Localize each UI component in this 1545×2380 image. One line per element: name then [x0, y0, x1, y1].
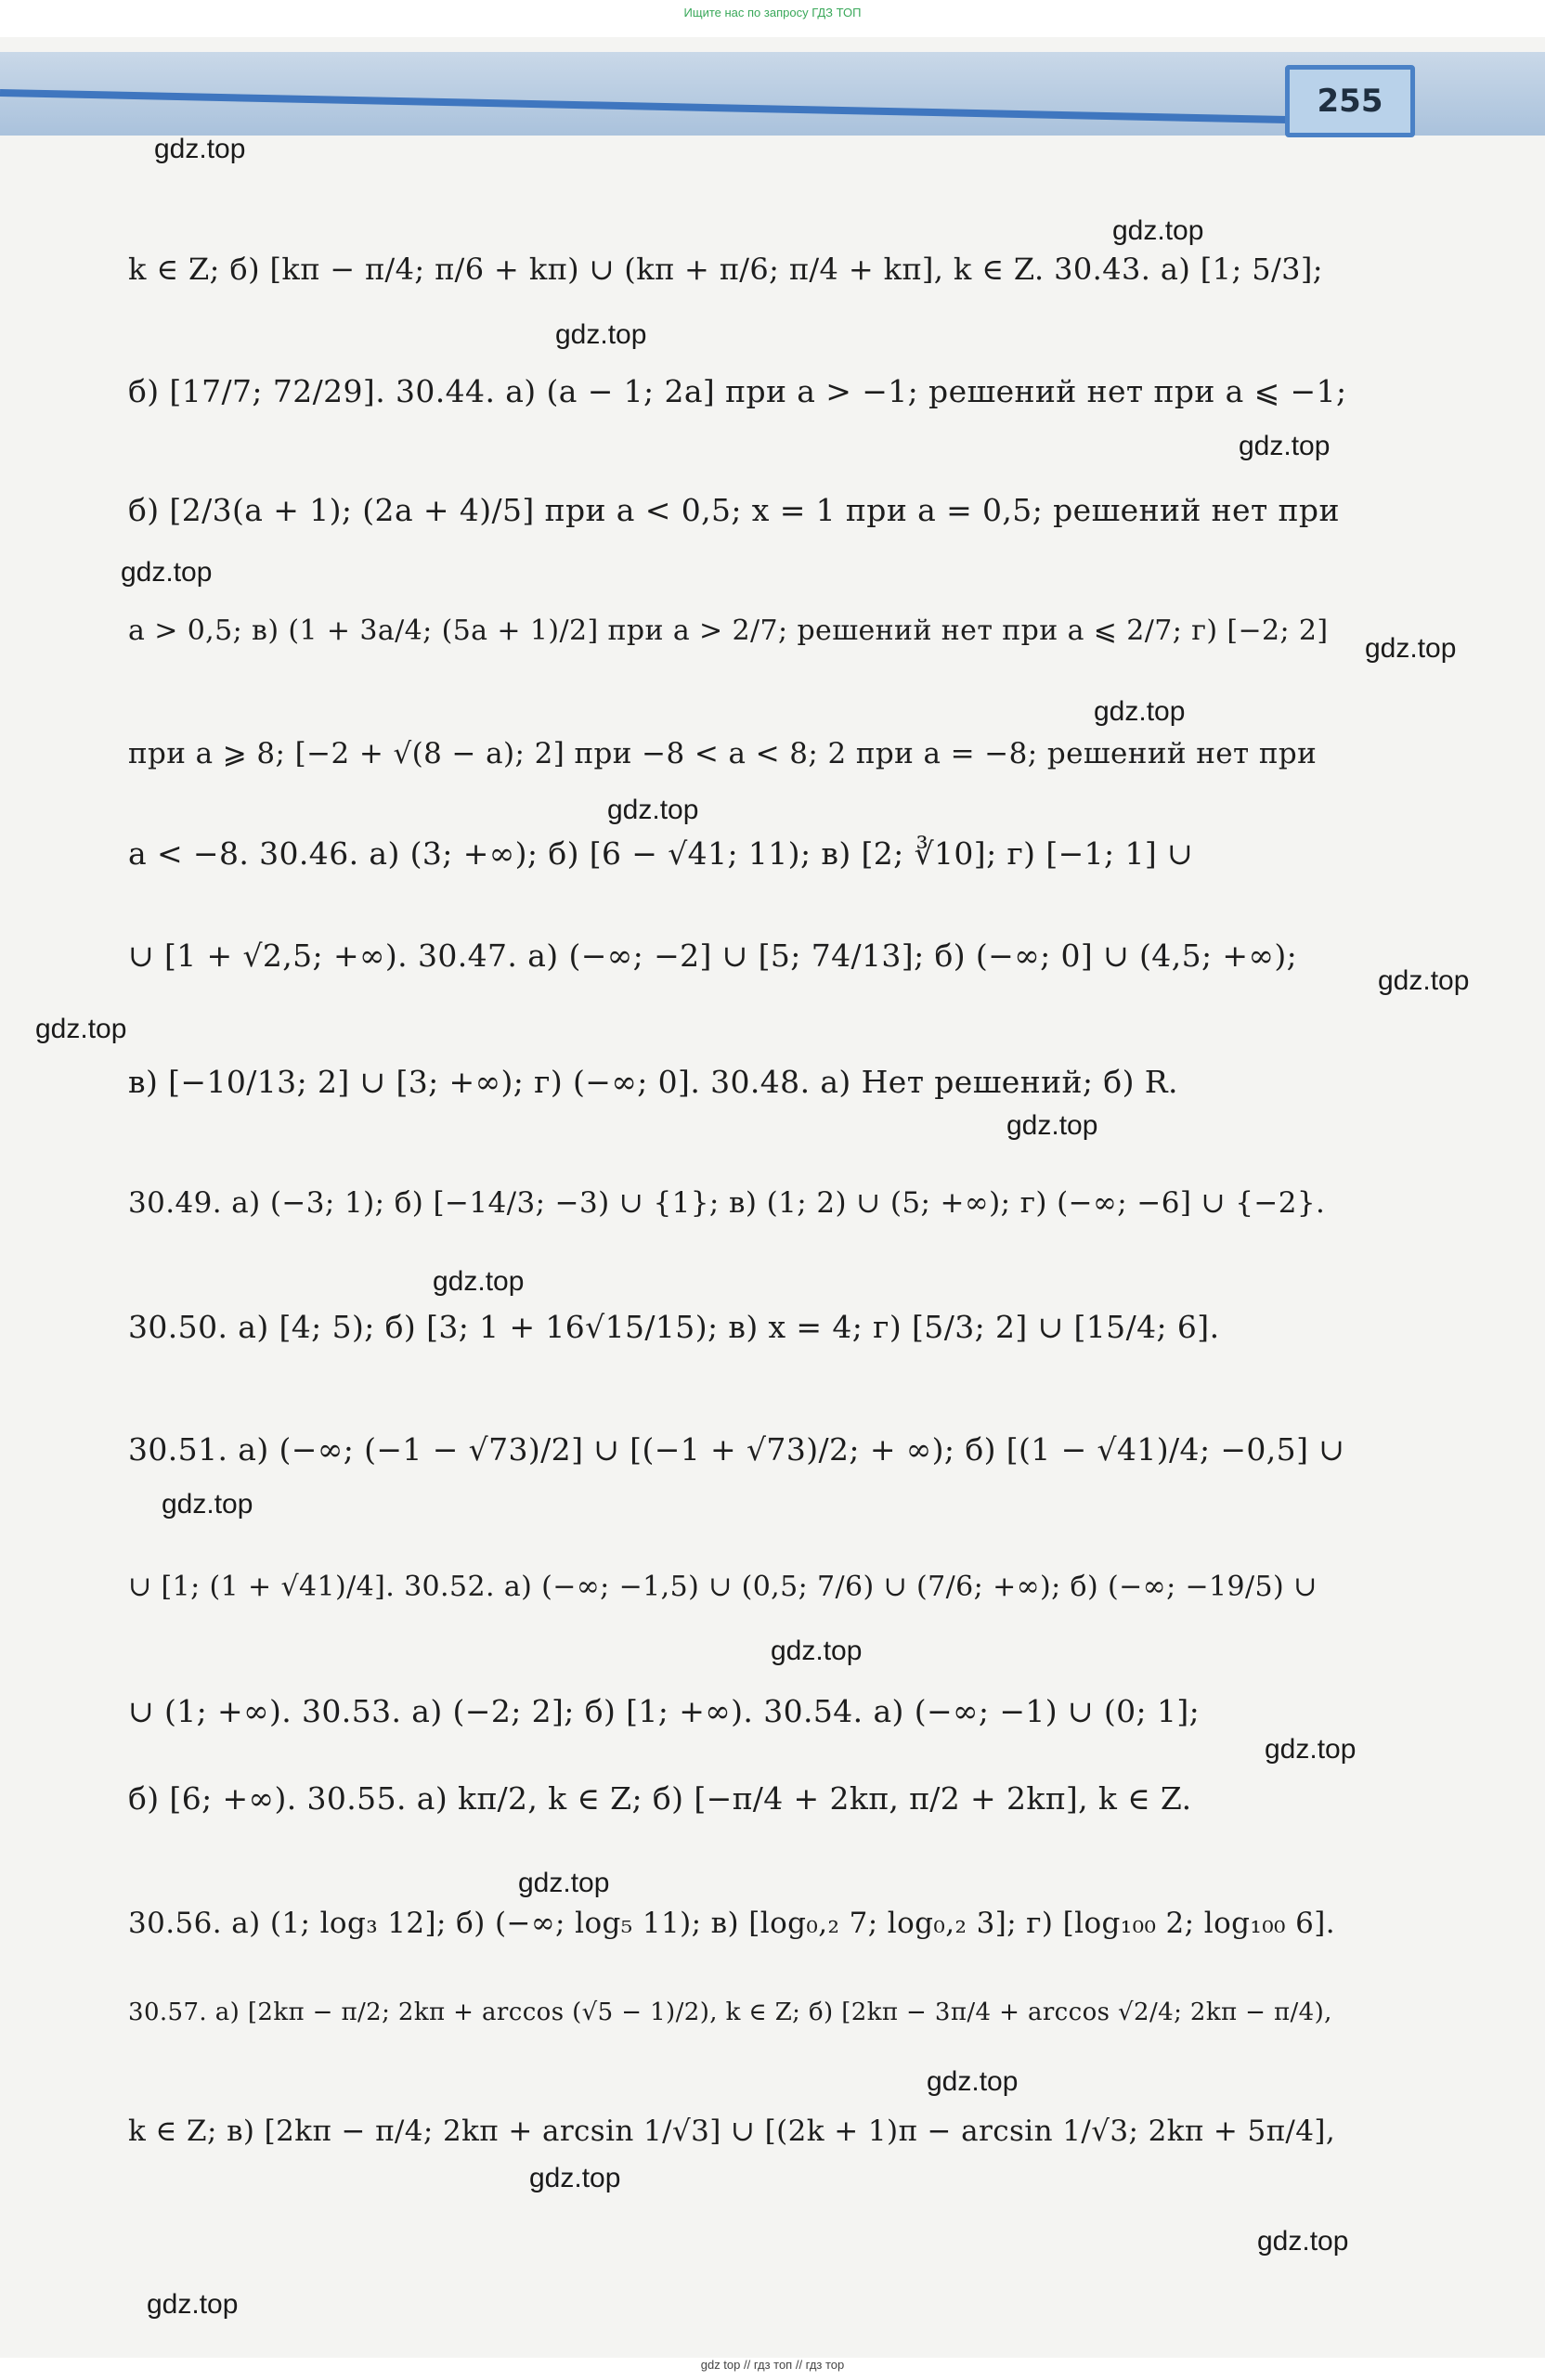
answer-line: [128, 1064, 1354, 1101]
watermark: gdz.top: [1257, 2226, 1349, 2257]
watermark: gdz.top: [771, 1636, 863, 1666]
watermark: gdz.top: [1112, 215, 1204, 246]
answer-text: k ∈ Z; б) [kπ − π/4; π/6 + kπ) ∪ (kπ + π/6; π/4 + kπ], k ∈ Z. 30.43. а) [1; 5/3];: [128, 252, 1323, 287]
answer-line: [128, 1431, 1354, 1468]
answer-text: 30.49. а) (−3; 1); б) [−14/3; −3) ∪ {1}; в) (1; 2) ∪ (5; +∞); г) (−∞; −6] ∪ {−2}.: [128, 1186, 1326, 1220]
watermark: gdz.top: [1239, 431, 1331, 461]
answer-line: [128, 613, 1354, 650]
answer-line: [128, 492, 1354, 529]
answer-text: k ∈ Z; в) [2kπ − π/4; 2kπ + arcsin 1/√3] ∪ [(2k + 1)π − arcsin 1/√3; 2kπ + 5π/4],: [128, 2115, 1336, 2148]
answer-line: [128, 1693, 1354, 1730]
answer-line: [128, 2113, 1354, 2150]
answer-line: [128, 1309, 1354, 1346]
answer-text: б) [6; +∞). 30.55. а) kπ/2, k ∈ Z; б) [−π/4 + 2kπ, π/2 + 2kπ], k ∈ Z.: [128, 1780, 1192, 1817]
answer-text: ∪ (1; +∞). 30.53. а) (−2; 2]; б) [1; +∞). 30.54. а) (−∞; −1) ∪ (0; 1];: [128, 1693, 1201, 1729]
watermark: gdz.top: [1265, 1734, 1357, 1765]
watermark: gdz.top: [154, 134, 246, 164]
answer-line: [128, 1905, 1354, 1942]
watermark: gdz.top: [518, 1868, 610, 1898]
page-number: 255: [1285, 65, 1415, 137]
answer-line: [128, 1780, 1354, 1817]
answer-text: 30.50. а) [4; 5); б) [3; 1 + 16√15/15); в) x = 4; г) [5/3; 2] ∪ [15/4; 6].: [128, 1309, 1220, 1345]
top-note: Ищите нас по запросу ГДЗ ТОП: [683, 6, 862, 19]
watermark: gdz.top: [1006, 1110, 1098, 1141]
bottom-note: gdz top // гдз топ // гдз тор: [700, 2358, 845, 2372]
answer-text: a > 0,5; в) (1 + 3a/4; (5a + 1)/2] при a > 2/7; решений нет при a ⩽ 2/7; г) [−2; 2]: [128, 614, 1329, 647]
watermark: gdz.top: [927, 2066, 1019, 2097]
answer-line: [128, 1569, 1354, 1606]
answer-text: ∪ [1; (1 + √41)/4]. 30.52. а) (−∞; −1,5) ∪ (0,5; 7/6) ∪ (7/6; +∞); б) (−∞; −19/5) ∪: [128, 1571, 1318, 1603]
watermark: gdz.top: [555, 319, 647, 350]
answer-line: [128, 1184, 1354, 1222]
watermark: gdz.top: [121, 557, 213, 588]
watermark: gdz.top: [1094, 696, 1186, 727]
answer-line: [128, 735, 1354, 772]
answer-line: [128, 373, 1354, 410]
answer-line: [128, 251, 1354, 288]
watermark: gdz.top: [607, 795, 699, 825]
watermark: gdz.top: [1378, 965, 1470, 996]
answer-text: 30.56. а) (1; log₃ 12]; б) (−∞; log₅ 11); в) [log₀,₂ 7; log₀,₂ 3]; г) [log₁₀₀ 2; log₁₀₀ 6].: [128, 1907, 1335, 1940]
answer-text: б) [2/3(a + 1); (2a + 4)/5] при a < 0,5; x = 1 при a = 0,5; решений нет при: [128, 492, 1340, 528]
watermark: gdz.top: [35, 1014, 127, 1044]
answer-text: 30.57. а) [2kπ − π/2; 2kπ + arccos (√5 − 1)/2), k ∈ Z; б) [2kπ − 3π/4 + arccos √2/4; 2kπ − π/4),: [128, 1998, 1332, 2026]
answer-text: б) [17/7; 72/29]. 30.44. а) (a − 1; 2a] при a > −1; решений нет при a ⩽ −1;: [128, 373, 1347, 409]
answer-text: при a ⩾ 8; [−2 + √(8 − a); 2] при −8 < a < 8; 2 при a = −8; решений нет при: [128, 737, 1318, 770]
answer-line: [128, 938, 1354, 975]
watermark: gdz.top: [162, 1489, 253, 1520]
answer-line: [128, 1994, 1354, 2031]
answer-text: a < −8. 30.46. а) (3; +∞); б) [6 − √41; 11); в) [2; ∛10]; г) [−1; 1] ∪: [128, 835, 1194, 872]
answer-text: в) [−10/13; 2] ∪ [3; +∞); г) (−∞; 0]. 30.48. а) Нет решений; б) R.: [128, 1064, 1178, 1100]
watermark: gdz.top: [529, 2163, 621, 2193]
answer-line: [128, 835, 1354, 873]
answer-text: 30.51. а) (−∞; (−1 − √73)/2] ∪ [(−1 + √73)/2; + ∞); б) [(1 − √41)/4; −0,5] ∪: [128, 1431, 1345, 1468]
watermark: gdz.top: [147, 2289, 239, 2320]
answer-text: ∪ [1 + √2,5; +∞). 30.47. а) (−∞; −2] ∪ [5; 74/13]; б) (−∞; 0] ∪ (4,5; +∞);: [128, 938, 1298, 974]
watermark: gdz.top: [1365, 633, 1457, 664]
watermark: gdz.top: [433, 1266, 525, 1297]
